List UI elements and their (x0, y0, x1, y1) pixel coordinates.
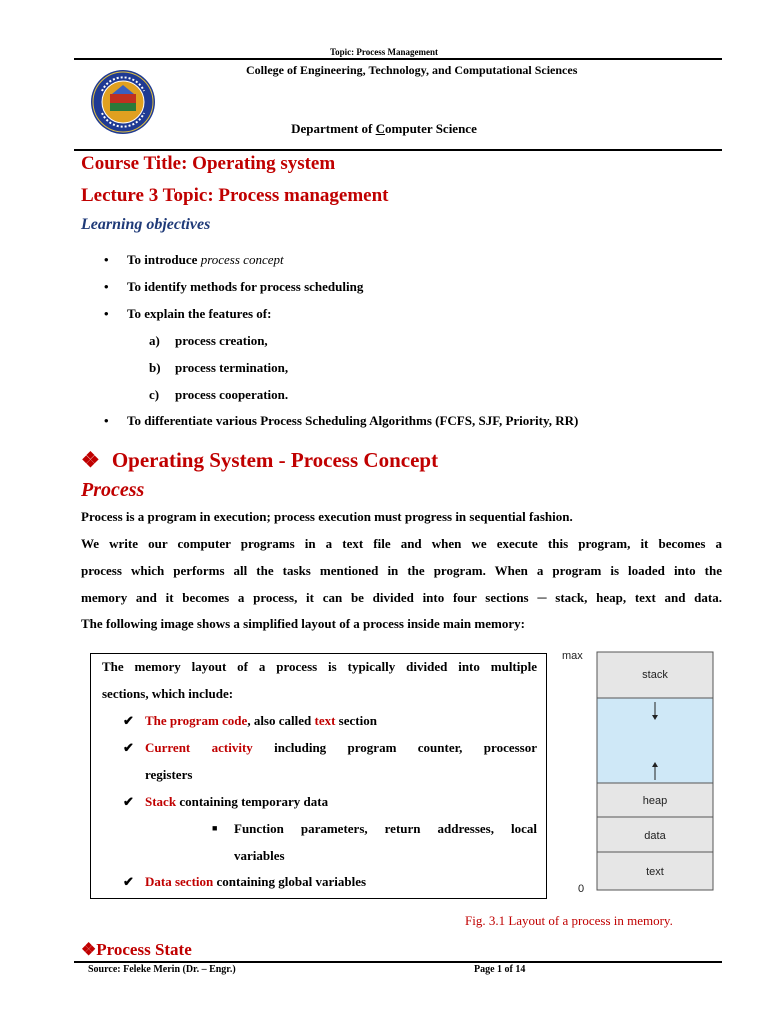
box-intro-line: sections, which include: (102, 686, 234, 701)
section-heading-text: Operating System - Process Concept (111, 448, 439, 472)
box-check-item (123, 874, 367, 890)
diamond-star-icon: ❖ (81, 940, 97, 959)
paragraph-line: process which performs all the tasks mentioned in the program. When a program is loaded into the (81, 563, 722, 578)
bullet-dot-icon: • (104, 306, 109, 321)
box-check-item (123, 713, 377, 729)
sub-letter: a) (149, 333, 160, 348)
sub-objective-text: process cooperation. (175, 387, 289, 402)
checkmark-icon: ✔ (123, 713, 134, 728)
sub-letter: b) (149, 360, 161, 375)
objective-text: To identify methods for process scheduling (127, 279, 364, 294)
objective-item (104, 279, 364, 295)
checkmark-icon: ✔ (123, 740, 134, 755)
checkmark-icon: ✔ (123, 794, 134, 809)
sub-letter: c) (149, 387, 160, 402)
sub-objective-item (149, 360, 289, 376)
box-square-item (212, 821, 537, 837)
header-top-rule (74, 58, 722, 60)
paragraph: Process is a program in execution; process execution must progress in sequential fashion. (81, 509, 573, 524)
bullet-dot-icon: • (104, 279, 109, 294)
box-red-text: Data section (145, 874, 214, 889)
zero-label: 0 (578, 883, 585, 895)
figure-caption: Fig. 3.1 Layout of a process in memory. (465, 913, 673, 928)
lecture-title: Lecture 3 Topic: Process management (81, 185, 389, 206)
objective-italic: process concept (200, 252, 284, 267)
sub-objective-text: process termination, (175, 360, 289, 375)
process-state-text: Process State (96, 940, 192, 959)
box-text: , also called (247, 713, 315, 728)
footer-source: Source: Feleke Merin (Dr. – Engr.) (88, 964, 236, 975)
square-bullet-icon: ■ (212, 823, 218, 833)
objective-text: To explain the features of: (127, 306, 272, 321)
box-red-text: text (314, 713, 336, 728)
data-label: data (644, 830, 666, 842)
process-state-heading (81, 940, 192, 960)
paragraph-line: memory and it becomes a process, it can be divided into four sections ─ stack, heap, text and data. (81, 590, 722, 605)
stack-label: stack (642, 669, 668, 681)
process-subheading: Process (81, 479, 145, 501)
box-continuation: variables (234, 848, 285, 863)
diamond-star-icon: ❖ (81, 448, 100, 472)
max-label: max (562, 650, 583, 662)
running-header: Topic: Process Management (330, 47, 438, 57)
footer-rule (74, 961, 722, 963)
objective-item (104, 252, 284, 268)
department-rest: omputer Science (385, 121, 477, 136)
course-title: Course Title: Operating system (81, 153, 336, 174)
box-red-text: Current activity (145, 740, 253, 755)
checkmark-icon: ✔ (123, 874, 134, 889)
heap-label: heap (642, 795, 668, 807)
objective-text: To differentiate various Process Scheduling Algorithms (FCFS, SJF, Priority, RR) (127, 413, 579, 428)
bullet-dot-icon: • (104, 252, 109, 267)
objective-item (104, 413, 579, 429)
objective-item (104, 306, 272, 322)
process-memory-diagram (560, 648, 720, 896)
box-text: section (335, 713, 377, 728)
box-text: Function parameters, return addresses, local (234, 821, 537, 836)
sub-objective-item (149, 333, 268, 349)
bullet-dot-icon: • (104, 413, 109, 428)
header-bottom-rule (74, 149, 722, 151)
footer-page-number: Page 1 of 14 (474, 964, 526, 975)
section-heading (81, 448, 438, 473)
learning-objectives-heading: Learning objectives (81, 216, 211, 233)
memory-layout-box (90, 653, 547, 899)
department-name (0, 121, 768, 137)
box-red-text: Stack (145, 794, 177, 809)
box-check-item (123, 794, 329, 810)
box-intro-line: The memory layout of a process is typically divided into multiple (102, 659, 537, 674)
college-name: College of Engineering, Technology, and Computational Sciences (246, 63, 578, 77)
department-initial: C (375, 121, 386, 136)
box-check-item (123, 740, 537, 756)
box-red-text: The program code (145, 713, 248, 728)
paragraph-line: We write our computer programs in a text file and when we execute this program, it becomes a (81, 536, 722, 551)
text-label: text (646, 866, 664, 878)
sub-objective-text: process creation, (175, 333, 268, 348)
objective-text: To introduce (127, 252, 201, 267)
box-text: containing temporary data (176, 794, 329, 809)
sub-objective-item (149, 387, 289, 403)
department-prefix: Department of (291, 121, 376, 136)
box-text: including program counter, processor (252, 740, 537, 755)
box-continuation: registers (145, 767, 193, 782)
paragraph-line: The following image shows a simplified layout of a process inside main memory: (81, 616, 525, 631)
box-text: containing global variables (213, 874, 367, 889)
